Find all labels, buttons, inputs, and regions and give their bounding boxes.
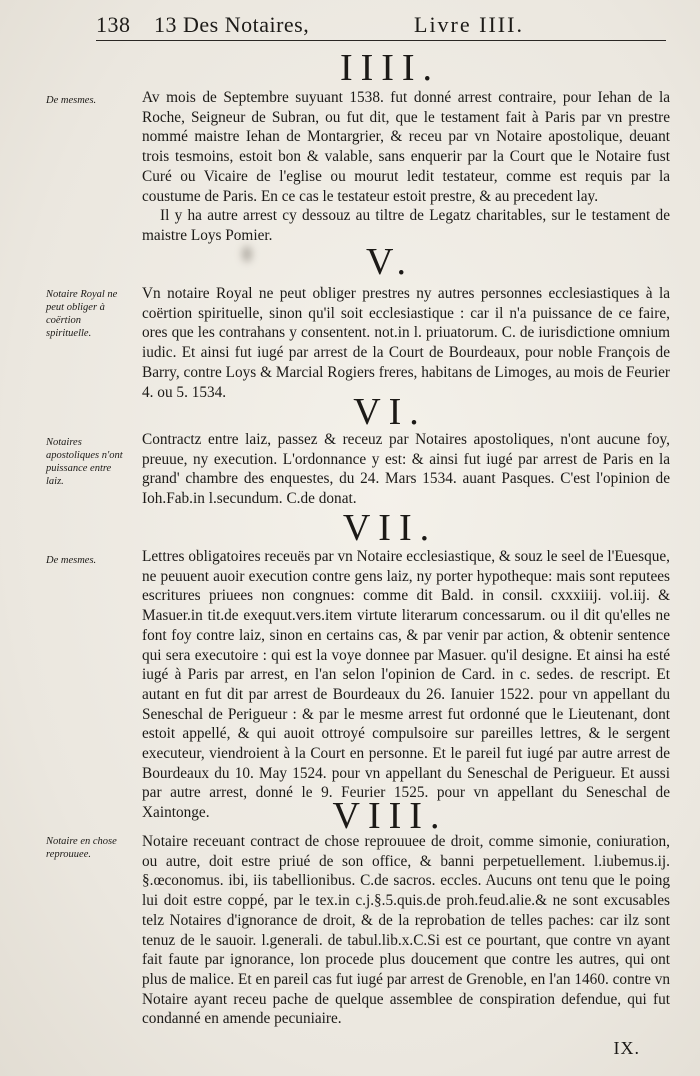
paragraph: Av mois de Septembre suyuant 1538. fut donné arrest contraire, pour Iehan de la Roche, Seigneur de Subran, ou fut dit, que le testament fait à Paris par vn prestre nommé maistre Iehan de Montargrier, & receu par vn Notaire apostolique, deuant trois tesmoins, estoit bon & valable, sans enquerir par la Court que le Notaire fust Curé ou Vicaire de l'eglise ou mourut ledit testateur, comme est requis par la coustume de Paris. En ce cas le testateur estoit prestre, & au precedent lay.	[142, 89, 670, 205]
book-label: Livre IIII.	[414, 12, 524, 37]
section-title: VIII.	[332, 795, 448, 837]
section-title: VII.	[342, 507, 438, 549]
section-body	[142, 547, 670, 823]
paragraph: Notaire receuant contract de chose reprouuee de droit, comme simonie, coniuration, ou autre, doit estre priué de son office, & banni perpetuellement. l.iubemus.ij. §.œconomus. ibi, iis tabellionibus. C.de sacros. eccles. Aucuns ont tenu que le poing lui doit estre coppé, par le tex.in c.j.§.5.quis.de proh.feud.alie.& ne sont excusables telz Notaires d'ignorance de droit, & de la reprobation de telles paches: car ilz sont tenuz de le sauoir. l.generali. de tabul.lib.x.C.Si est ce pourtant, que contre vn ayant fait faute par ignorance, lon procede plus doucement que contre les autres, qui ont plus de malice. Et en pareil cas fut iugé par arrest de Grenoble, en l'an 1460. contre vn Notaire ayant receu pache de quelque assemblee de conspiration defendue, qui fut condanné en amende pecuniaire.	[142, 833, 670, 1028]
paragraph: Vn notaire Royal ne peut obliger prestres ny autres personnes ecclesiastiques à la coërtion spirituelle, sinon qu'il soit ecclesiastique : car il n'a puissance de ce faire, ores que les contrahans y consentent. not.in l. priuatorum. C. de iurisdictione omnium iudic. Et ainsi fut iugé par arrest de la Court de Bourdeaux, pour noble François de Barry, contre Loys & Marcial Rogiers freres, habitans de Limoges, au mois de Feurier 4. ou 5. 1534.	[142, 285, 670, 401]
catchword: IX.	[613, 1038, 640, 1058]
section-title: IIII.	[339, 47, 441, 89]
margin-note: Notaires apostoliques n'ont puissance entre laiz.	[46, 437, 123, 487]
margin-note: Notaire Royal ne peut obliger à coërtion spirituelle.	[46, 289, 118, 339]
section-title: V.	[365, 241, 415, 283]
page-number: 138	[96, 12, 131, 37]
section-body	[142, 832, 670, 1029]
paragraph: Il y ha autre arrest cy dessouz au tiltre de Legatz charitables, sur le testament de maistre Loys Pomier.	[142, 207, 670, 244]
paragraph: Contractz entre laiz, passez & receuz par Notaires apostoliques, n'ont aucune foy, preuue, ny execution. L'ordonnance y est: & ainsi fut iugé par arrest de Paris en la grand' chambre des enquestes, du 24. Mars 1534. auant Pasques. C'est l'opinion de Ioh.Fab.in l.secundum. C.de donat.	[142, 431, 670, 508]
section-body	[142, 88, 670, 246]
margin-note: De mesmes.	[46, 555, 97, 566]
section-body	[142, 284, 670, 402]
paragraph: Lettres obligatoires receuës par vn Notaire ecclesiastique, & souz le seel de l'Euesque, ne peuuent auoir execution contre gens laiz, ny porter hypotheque: mais sont reputees escritures priuees non congnues: comme dit Bald. in consil. cxxxiiij. vol.iij. & Masuer.in tit.de exequut.vers.item virtute literarum concessarum. ou il dit qu'elles ne font foy contre laiz, sinon en certains cas, & par venir par action, & obtenir sentence qui sera executoire : qui est la voye donnee par Masuer. qu'il designe. Et ainsi ha esté iugé à Paris par arrest, en l'an selon l'opinion de Card. in c. sedes. de rescript. Et autant en fut dit par arrest de Bourdeaux du 26. Ianuier 1522. pour vn appellant du Seneschal de Perigueur : & par le mesme arrest fut ordonné que le Lieutenant, dont estoit appellé, & qui auoit ottroyé compulsoire sur pareilles lettres, & le sergent executeur, viendroient à la Court en personne. Et le pareil fut iugé par autre arrest de Bourdeaux du 10. May 1524. pour vn appellant du Seneschal de Perigueur. Et aussi par autre arrest, donné le 9. Feurier 1525. pour vn appellant du Seneschal de Xaintonge.	[142, 548, 670, 822]
header-rule	[96, 40, 666, 41]
margin-note: De mesmes.	[46, 95, 97, 106]
margin-note: Notaire en chose reprouuee.	[46, 836, 117, 860]
section-body	[142, 430, 670, 509]
running-head: 13 Des Notaires,	[154, 12, 310, 37]
section-title: VI.	[353, 391, 427, 433]
